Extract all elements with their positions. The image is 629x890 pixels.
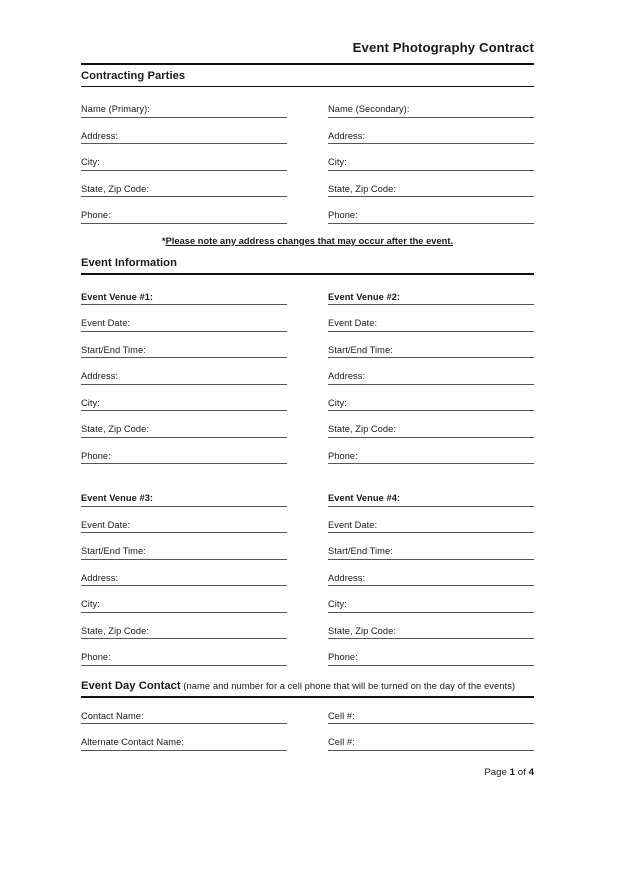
- venue-group-3-4: [81, 485, 534, 666]
- note-asterisk: *: [161, 235, 166, 246]
- spacer: [81, 666, 534, 675]
- contracting-parties-grid: [81, 96, 534, 224]
- field-contact-cell-number[interactable]: Cell #:: [328, 703, 534, 725]
- field-city-primary[interactable]: City:: [81, 144, 287, 171]
- field-phone-secondary[interactable]: Phone:: [328, 197, 534, 224]
- field-alternate-cell-number[interactable]: Cell #:: [328, 724, 534, 751]
- field-venue-2-start-end-time[interactable]: Start/End Time:: [328, 332, 534, 359]
- event-day-contact-title: Event Day Contact: [81, 679, 181, 692]
- field-venue-4-event-date[interactable]: Event Date:: [328, 507, 534, 534]
- note-text: Please note any address changes that may occur after the event.: [165, 235, 454, 246]
- field-venue-1-title[interactable]: Event Venue #1:: [81, 284, 287, 306]
- field-venue-4-phone[interactable]: Phone:: [328, 639, 534, 666]
- footer-current-page: 1: [509, 766, 516, 778]
- field-venue-1-phone[interactable]: Phone:: [81, 438, 287, 465]
- event-day-contact-left-column: [81, 703, 287, 751]
- field-address-secondary[interactable]: Address:: [328, 118, 534, 145]
- field-address-primary[interactable]: Address:: [81, 118, 287, 145]
- field-contact-name[interactable]: Contact Name:: [81, 703, 287, 725]
- venue-group-1-2: [81, 284, 534, 465]
- field-venue-2-title[interactable]: Event Venue #2:: [328, 284, 534, 306]
- field-venue-4-state-zip[interactable]: State, Zip Code:: [328, 613, 534, 640]
- contracting-parties-right-column: [328, 96, 534, 224]
- spacer: [81, 87, 534, 96]
- footer-prefix: Page: [484, 766, 510, 778]
- field-venue-4-start-end-time[interactable]: Start/End Time:: [328, 533, 534, 560]
- field-alternate-contact-name[interactable]: Alternate Contact Name:: [81, 724, 287, 751]
- field-venue-3-city[interactable]: City:: [81, 586, 287, 613]
- page-title: Event Photography Contract: [352, 40, 534, 55]
- field-venue-4-address[interactable]: Address:: [328, 560, 534, 587]
- field-venue-4-city[interactable]: City:: [328, 586, 534, 613]
- field-state-zip-primary[interactable]: State, Zip Code:: [81, 171, 287, 198]
- event-day-contact-subtitle: (name and number for a cell phone that will be turned on the day of the events): [180, 679, 516, 691]
- field-venue-3-address[interactable]: Address:: [81, 560, 287, 587]
- field-venue-3-phone[interactable]: Phone:: [81, 639, 287, 666]
- section-heading-contracting-parties: Contracting Parties: [81, 63, 534, 87]
- contracting-parties-left-column: [81, 96, 287, 224]
- field-venue-1-city[interactable]: City:: [81, 385, 287, 412]
- venue-1-column: [81, 284, 287, 465]
- field-venue-1-start-end-time[interactable]: Start/End Time:: [81, 332, 287, 359]
- field-city-secondary[interactable]: City:: [328, 144, 534, 171]
- field-venue-2-city[interactable]: City:: [328, 385, 534, 412]
- field-venue-1-state-zip[interactable]: State, Zip Code:: [81, 411, 287, 438]
- field-venue-3-state-zip[interactable]: State, Zip Code:: [81, 613, 287, 640]
- footer-total-pages: 4: [528, 766, 534, 778]
- section-heading-event-information: Event Information: [81, 252, 534, 275]
- field-venue-3-title[interactable]: Event Venue #3:: [81, 485, 287, 507]
- venue-4-column: [328, 485, 534, 666]
- event-day-contact-right-column: [328, 703, 534, 751]
- field-venue-2-address[interactable]: Address:: [328, 358, 534, 385]
- field-venue-3-event-date[interactable]: Event Date:: [81, 507, 287, 534]
- page-footer: [81, 767, 534, 779]
- page-content: [81, 0, 534, 779]
- section-heading-event-day-contact: [81, 675, 534, 698]
- field-name-secondary[interactable]: Name (Secondary):: [328, 96, 534, 118]
- field-venue-4-title[interactable]: Event Venue #4:: [328, 485, 534, 507]
- field-phone-primary[interactable]: Phone:: [81, 197, 287, 224]
- field-venue-2-event-date[interactable]: Event Date:: [328, 305, 534, 332]
- venue-3-column: [81, 485, 287, 666]
- venue-2-column: [328, 284, 534, 465]
- event-day-contact-grid: [81, 703, 534, 751]
- field-venue-2-phone[interactable]: Phone:: [328, 438, 534, 465]
- footer-middle: of: [515, 766, 529, 778]
- field-venue-1-event-date[interactable]: Event Date:: [81, 305, 287, 332]
- field-venue-1-address[interactable]: Address:: [81, 358, 287, 385]
- field-venue-2-state-zip[interactable]: State, Zip Code:: [328, 411, 534, 438]
- field-venue-3-start-end-time[interactable]: Start/End Time:: [81, 533, 287, 560]
- field-name-primary[interactable]: Name (Primary):: [81, 96, 287, 118]
- field-state-zip-secondary[interactable]: State, Zip Code:: [328, 171, 534, 198]
- spacer: [81, 275, 534, 284]
- address-change-note: [81, 235, 534, 247]
- venue-group-spacer: [81, 464, 534, 485]
